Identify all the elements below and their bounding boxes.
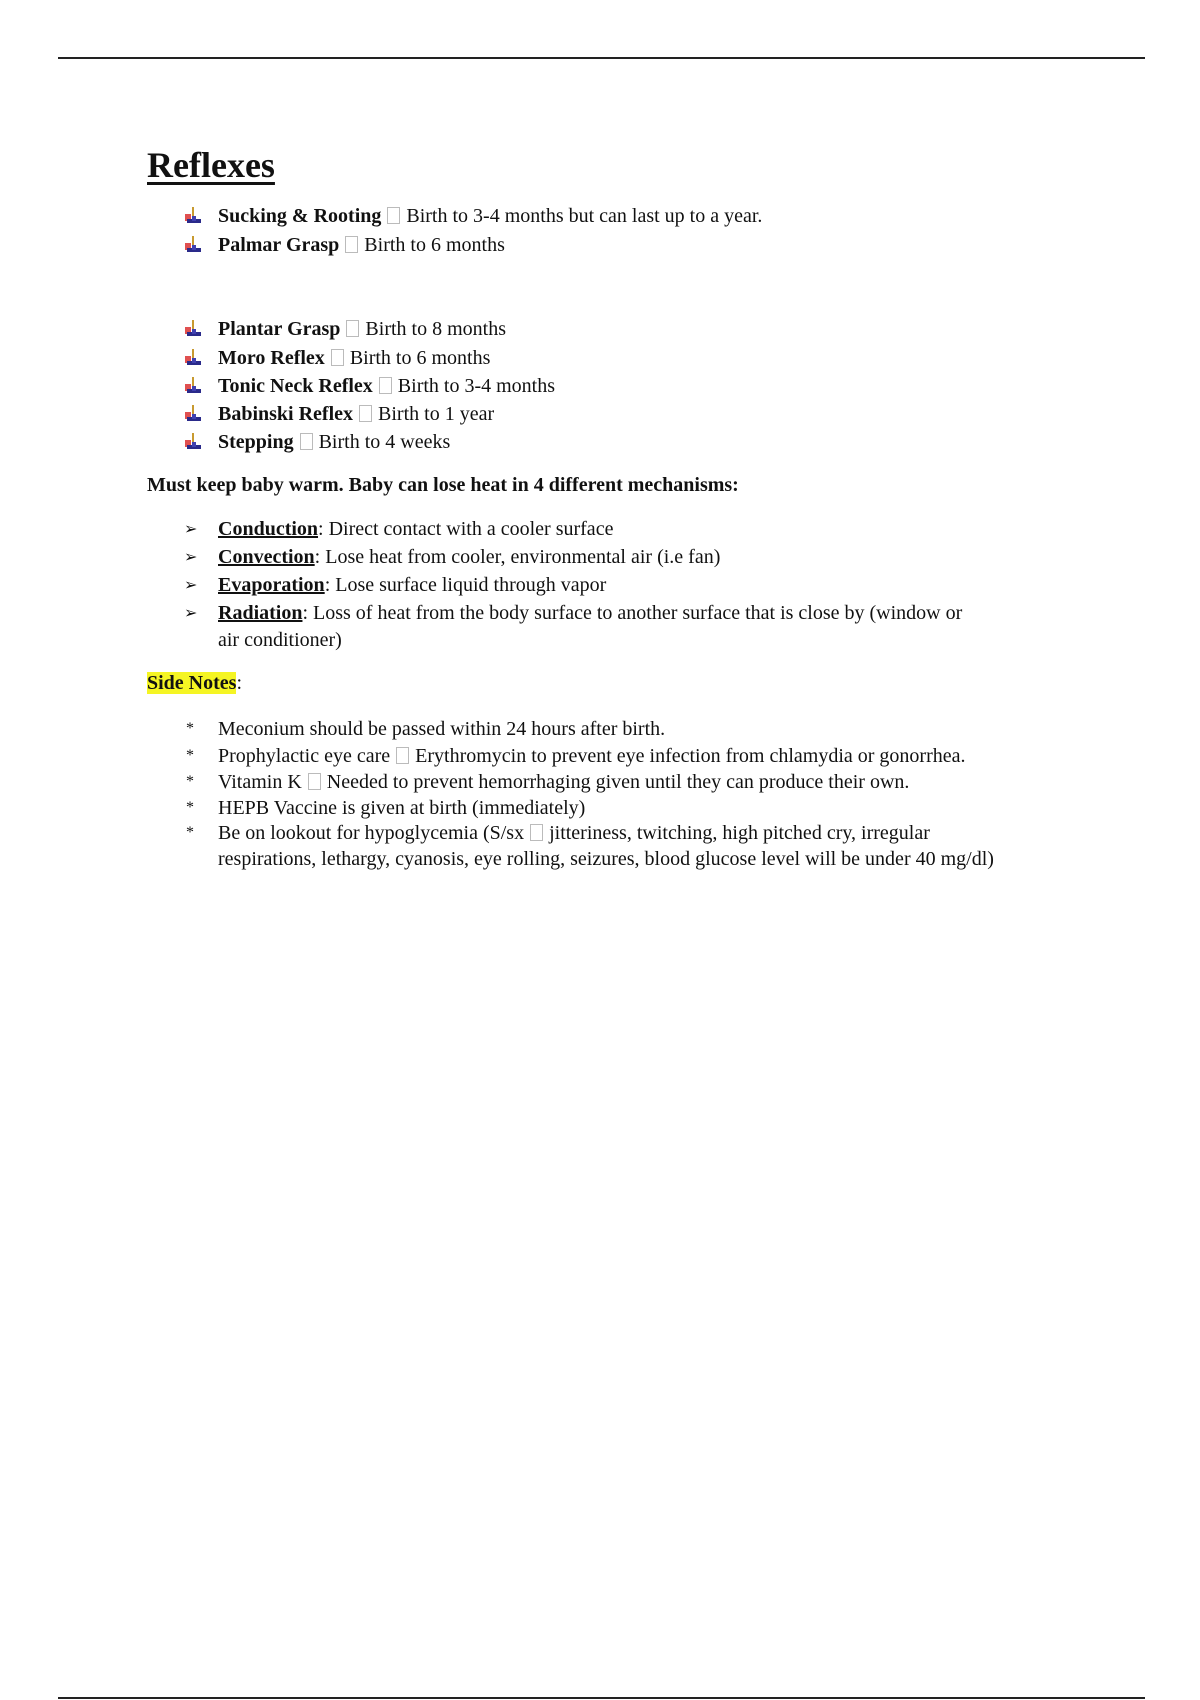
- pushpin-bullet-icon: [183, 431, 203, 453]
- asterisk-bullet-icon: *: [186, 720, 194, 737]
- side-notes-heading: [147, 671, 242, 695]
- mechanism-term: Conduction: [218, 518, 319, 540]
- header-rule: [58, 57, 1145, 59]
- asterisk-bullet-icon: *: [186, 799, 194, 816]
- note-text: HEPB Vaccine is given at birth (immediately): [218, 797, 586, 819]
- reflex-desc: Birth to 3-4 months but can last up to a year.: [406, 205, 763, 227]
- mechanism-desc: : Loss of heat from the body surface to another surface that is close by (window or: [302, 602, 963, 624]
- reflex-name: Stepping: [218, 431, 294, 453]
- side-notes-label: Side Notes: [147, 672, 237, 694]
- mechanism-term: Evaporation: [218, 574, 325, 596]
- reflex-name: Plantar Grasp: [218, 318, 341, 340]
- pushpin-bullet-icon: [183, 347, 203, 369]
- asterisk-bullet-icon: *: [186, 747, 194, 764]
- asterisk-bullet-icon: *: [186, 824, 194, 841]
- reflex-desc: Birth to 3-4 months: [397, 375, 556, 397]
- note-text: Vitamin K: [218, 771, 302, 793]
- mechanism-desc-cont: air conditioner): [218, 629, 342, 651]
- mechanism-desc: : Lose heat from cooler, environmental air (i.e fan): [314, 546, 721, 568]
- heat-heading: Must keep baby warm. Baby can lose heat in 4 different mechanisms:: [147, 474, 739, 496]
- note-text: Prophylactic eye care: [218, 745, 391, 767]
- footer-rule: [58, 1697, 1145, 1699]
- pushpin-bullet-icon: [183, 318, 203, 340]
- pushpin-bullet-icon: [183, 205, 203, 227]
- note-text-cont: respirations, lethargy, cyanosis, eye rolling, seizures, blood glucose level will be under 40 mg/dl): [218, 848, 994, 870]
- reflex-name: Moro Reflex: [218, 347, 325, 369]
- reflex-desc: Birth to 4 weeks: [318, 431, 451, 453]
- side-notes-colon: :: [236, 672, 243, 694]
- page-title: Reflexes: [147, 145, 275, 185]
- note-text-detail: Needed to prevent hemorrhaging given until they can produce their own.: [326, 771, 910, 793]
- missing-glyph-box: [308, 773, 321, 790]
- pushpin-bullet-icon: [183, 403, 203, 425]
- reflex-desc: Birth to 6 months: [364, 234, 505, 256]
- missing-glyph-box: [530, 824, 543, 841]
- reflex-name: Palmar Grasp: [218, 234, 340, 256]
- reflex-desc: Birth to 1 year: [378, 403, 495, 425]
- arrow-bullet-icon: ➢: [184, 575, 198, 594]
- pushpin-bullet-icon: [183, 234, 203, 256]
- missing-glyph-box: [345, 236, 358, 253]
- reflex-desc: Birth to 6 months: [349, 347, 491, 369]
- missing-glyph-box: [331, 349, 344, 366]
- reflex-name: Sucking & Rooting: [218, 205, 382, 227]
- note-text-detail: Erythromycin to prevent eye infection from chlamydia or gonorrhea.: [415, 745, 966, 767]
- mechanism-desc: : Direct contact with a cooler surface: [318, 518, 614, 540]
- reflex-name: Tonic Neck Reflex: [218, 375, 373, 397]
- missing-glyph-box: [379, 377, 392, 394]
- missing-glyph-box: [300, 433, 313, 450]
- asterisk-bullet-icon: *: [186, 773, 194, 790]
- reflex-name: Babinski Reflex: [218, 403, 354, 425]
- note-text-detail: jitteriness, twitching, high pitched cry, irregular: [549, 822, 930, 844]
- pushpin-bullet-icon: [183, 375, 203, 397]
- mechanism-term: Convection: [218, 546, 315, 568]
- missing-glyph-box: [359, 405, 372, 422]
- mechanism-desc: : Lose surface liquid through vapor: [324, 574, 607, 596]
- note-text: Meconium should be passed within 24 hours after birth.: [218, 718, 666, 740]
- missing-glyph-box: [346, 320, 359, 337]
- arrow-bullet-icon: ➢: [184, 519, 198, 538]
- mechanism-term: Radiation: [218, 602, 303, 624]
- reflex-desc: Birth to 8 months: [365, 318, 506, 340]
- missing-glyph-box: [396, 747, 409, 764]
- missing-glyph-box: [387, 207, 400, 224]
- arrow-bullet-icon: ➢: [184, 547, 198, 566]
- arrow-bullet-icon: ➢: [184, 603, 198, 622]
- note-text: Be on lookout for hypoglycemia (S/sx: [218, 822, 525, 844]
